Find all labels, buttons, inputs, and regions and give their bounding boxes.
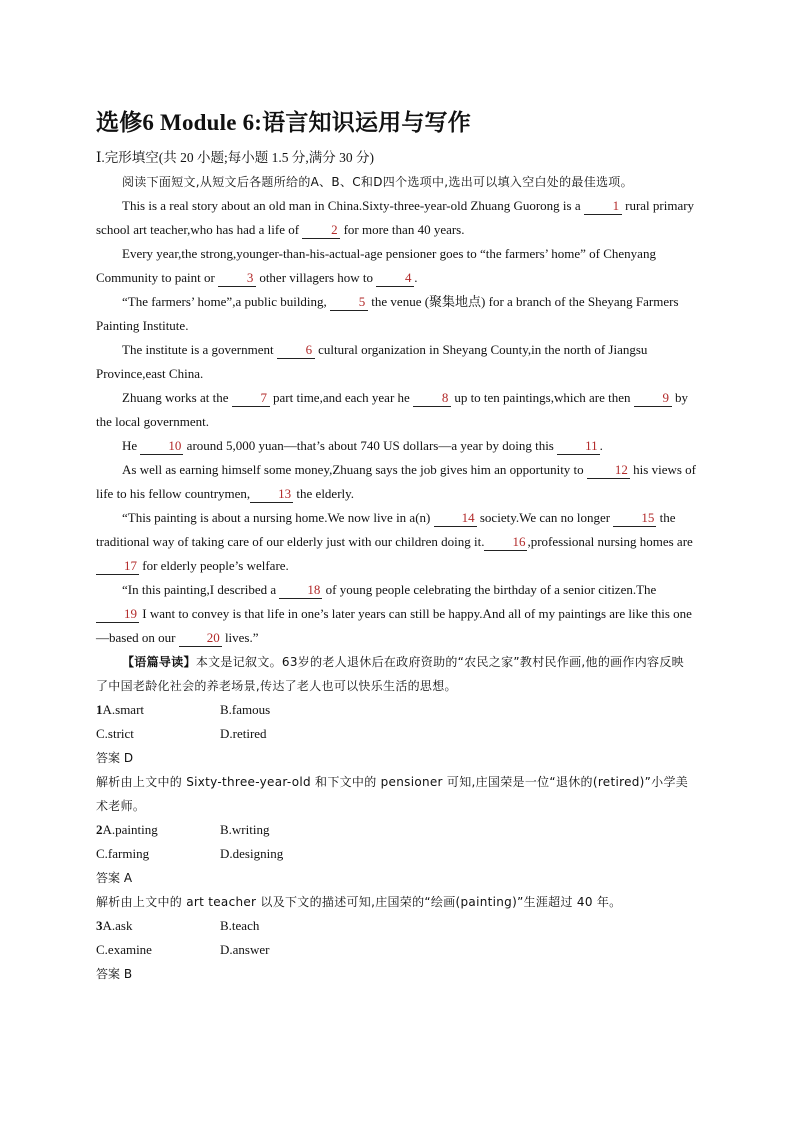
page-title: 选修6 Module 6:语言知识运用与写作 — [96, 110, 471, 135]
passage-text: “The farmers’ home”,a public building, — [122, 294, 331, 309]
answer-1: 答案 D — [96, 751, 134, 765]
passage-paragraph-3 — [96, 290, 696, 338]
blank-20: 20 — [179, 630, 222, 647]
question-number: 2 — [96, 822, 103, 837]
blank-8: 8 — [413, 390, 451, 407]
blank-19: 19 — [96, 606, 139, 623]
explanation-1: 解析由上文中的 Sixty-three-year-old 和下文中的 pensioner 可知,庄国荣是一位“退休的(retired)”小学美术老师。 — [96, 775, 689, 813]
passage-text: up to ten paintings,which are then — [451, 390, 634, 405]
option-c: C.farming — [96, 846, 150, 861]
passage-text: lives.” — [221, 630, 259, 645]
passage-text: other villagers how to — [256, 270, 377, 285]
option-d: D.retired — [220, 726, 267, 741]
passage-text: “This painting is about a nursing home.We now live in a(n) — [122, 510, 434, 525]
passage-text: “In this painting,I described a — [122, 582, 280, 597]
passage-paragraph-2 — [96, 242, 696, 290]
answer-3: 答案 B — [96, 967, 133, 981]
passage-text: I want to convey is that life in one’s later years can still be happy.And all of my paintings are like this one—based on our — [96, 606, 692, 645]
passage-text: As well as earning himself some money,Zhuang says the job gives him an opportunity to — [122, 462, 587, 477]
passage-text: Zhuang works at the — [122, 390, 232, 405]
explanation-2: 解析由上文中的 art teacher 以及下文的描述可知,庄国荣的“绘画(painting)”生涯超过 40 年。 — [96, 895, 622, 909]
blank-16: 16 — [484, 534, 527, 551]
passage-guide — [96, 650, 696, 698]
passage-text: This is a real story about an old man in China.Sixty-three-year-old Zhuang Guorong is a — [122, 198, 584, 213]
question-3-options-row-2 — [96, 938, 696, 962]
blank-1: 1 — [584, 198, 622, 215]
option-a: A.ask — [102, 918, 133, 933]
option-a: A.smart — [102, 702, 145, 717]
passage-paragraph-9 — [96, 578, 696, 650]
question-1-options-row-2 — [96, 722, 696, 746]
passage-text: by the local government. — [96, 390, 688, 429]
passage-text: the elderly. — [293, 486, 355, 501]
passage-text: society.We can no longer — [476, 510, 614, 525]
blank-11: 11 — [557, 438, 600, 455]
guide-label: 【语篇导读】 — [122, 655, 196, 669]
instruction-text: 阅读下面短文,从短文后各题所给的A、B、C和D四个选项中,选出可以填入空白处的最佳选项。 — [122, 175, 633, 189]
blank-15: 15 — [613, 510, 656, 527]
blank-4: 4 — [376, 270, 414, 287]
passage-text: . — [414, 270, 418, 285]
passage-text: the venue (聚集地点) for a branch of the Sheyang Farmers Painting Institute. — [96, 294, 679, 333]
passage-paragraph-6 — [96, 434, 696, 458]
blank-9: 9 — [634, 390, 672, 407]
question-number: 3 — [96, 918, 103, 933]
blank-2: 2 — [302, 222, 340, 239]
question-1-options-row-1 — [96, 698, 696, 722]
question-2-options-row-2 — [96, 842, 696, 866]
passage-text: cultural organization in Sheyang County,in the north of Jiangsu Province,east China. — [96, 342, 648, 381]
option-b: B.writing — [220, 822, 270, 837]
passage-text: ,professional nursing homes are — [527, 534, 693, 549]
blank-7: 7 — [232, 390, 270, 407]
option-cell — [96, 698, 220, 722]
option-c: C.strict — [96, 726, 134, 741]
option-a: A.painting — [102, 822, 158, 837]
question-number: 1 — [96, 702, 103, 717]
blank-12: 12 — [587, 462, 630, 479]
blank-17: 17 — [96, 558, 139, 575]
option-b: B.famous — [220, 702, 271, 717]
section-heading: Ⅰ.完形填空(共 20 小题;每小题 1.5 分,满分 30 分) — [96, 150, 374, 165]
passage-text: He — [122, 438, 141, 453]
option-b: B.teach — [220, 918, 260, 933]
blank-10: 10 — [140, 438, 183, 455]
option-d: D.answer — [220, 942, 270, 957]
blank-13: 13 — [250, 486, 293, 503]
passage-text: for elderly people’s welfare. — [139, 558, 289, 573]
blank-14: 14 — [434, 510, 477, 527]
passage-paragraph-8 — [96, 506, 696, 578]
option-d: D.designing — [220, 846, 284, 861]
question-3-options-row-1 — [96, 914, 696, 938]
passage-text: rural primary school art teacher,who has had a life of — [96, 198, 695, 237]
blank-5: 5 — [330, 294, 368, 311]
passage-text: The institute is a government — [122, 342, 277, 357]
option-c: C.examine — [96, 942, 152, 957]
blank-6: 6 — [277, 342, 315, 359]
option-cell — [96, 914, 220, 938]
passage-paragraph-5 — [96, 386, 696, 434]
passage-text: part time,and each year he — [269, 390, 414, 405]
passage-text: . — [599, 438, 603, 453]
passage-paragraph-4 — [96, 338, 696, 386]
passage-text: around 5,000 yuan—that’s about 740 US dollars—a year by doing this — [183, 438, 558, 453]
passage-text: Every year,the strong,younger-than-his-actual-age pensioner goes to “the farmers’ home” of Chenyang Community to paint or — [96, 246, 656, 285]
question-2-options-row-1 — [96, 818, 696, 842]
option-cell — [96, 818, 220, 842]
passage-text: of young people celebrating the birthday of a senior citizen.The — [322, 582, 657, 597]
content-body — [96, 146, 696, 986]
blank-3: 3 — [218, 270, 256, 287]
passage-text: for more than 40 years. — [340, 222, 465, 237]
passage-text: the traditional way of taking care of our elderly just with our children doing it. — [96, 510, 676, 549]
passage-text: his views of life to his fellow countrymen, — [96, 462, 697, 501]
guide-text: 本文是记叙文。63岁的老人退休后在政府资助的“农民之家”教村民作画,他的画作内容反映了中国老龄化社会的养老场景,传达了老人也可以快乐生活的思想。 — [96, 655, 684, 693]
passage-paragraph-1 — [96, 194, 696, 242]
answer-2: 答案 A — [96, 871, 133, 885]
blank-18: 18 — [279, 582, 322, 599]
passage-paragraph-7 — [96, 458, 696, 506]
